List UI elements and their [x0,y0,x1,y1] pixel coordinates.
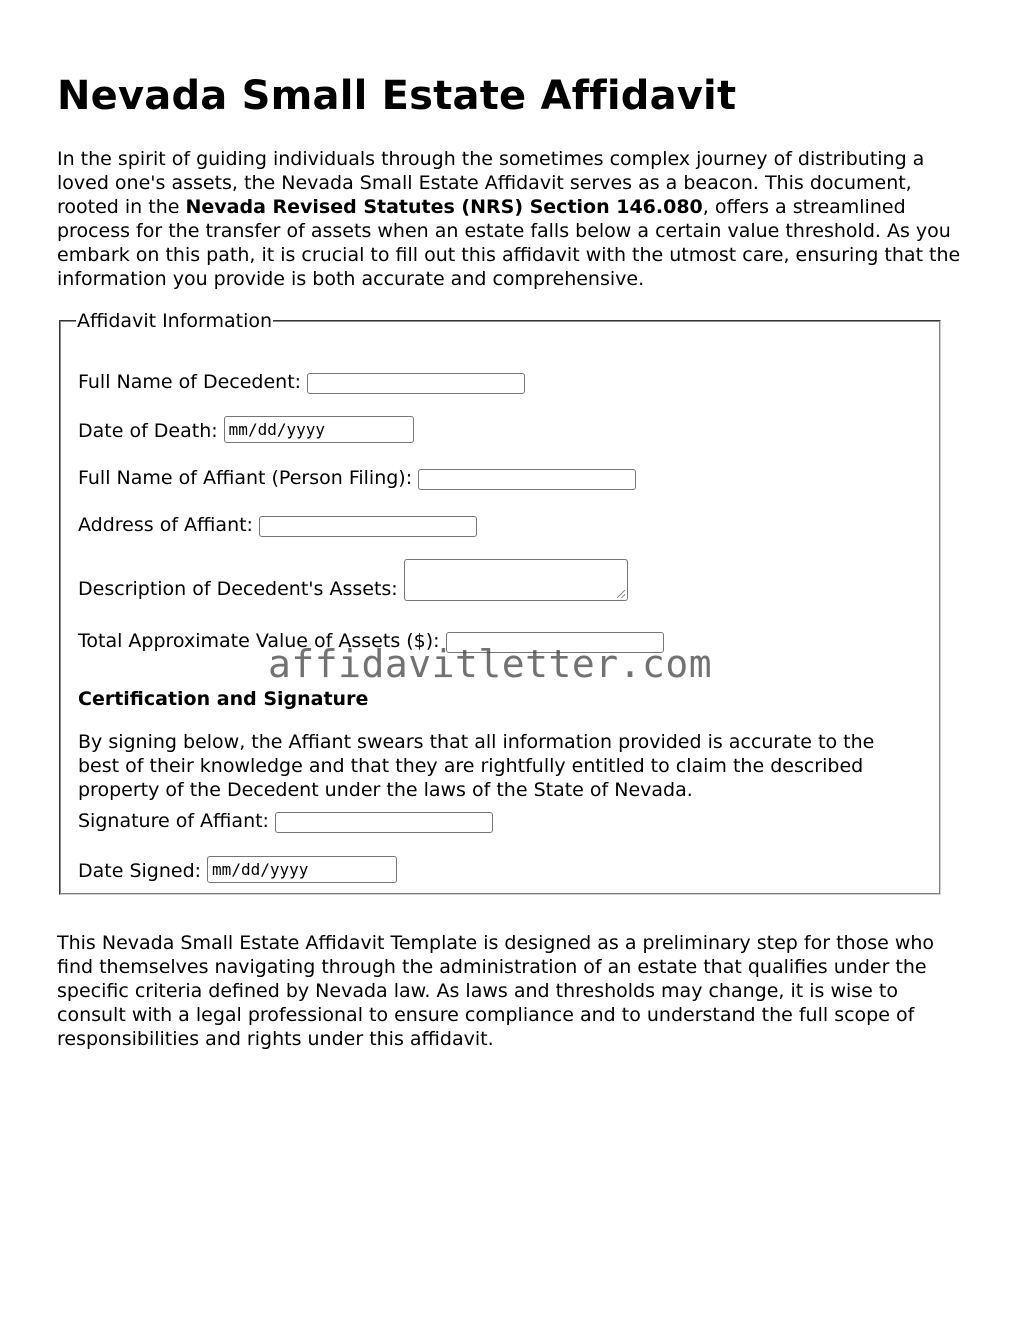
watermark-text: affidavitletter.com [268,642,713,686]
intro-text-end: , offers a streamlined process for the transfer of assets when an estate falls below a certain value threshold. As you embark on this path, it is crucial to fill out this affidavit with the utmost care, ensuring that the information you provide is both accurate and comprehensive. [57,196,961,290]
assets-description-row [78,559,628,601]
date-signed-input[interactable]: mm/dd/yyyy [207,856,397,883]
signature-label: Signature of Affiant: [78,810,269,832]
affiant-name-label: Full Name of Affiant (Person Filing): [78,467,413,489]
assets-description-label: Description of Decedent's Assets: [78,578,398,600]
date-signed-row [78,856,397,883]
decedent-name-input[interactable] [307,373,525,394]
signature-row [78,809,493,833]
intro-text-start: In the spirit of guiding individuals through the sometimes complex journey of distributing a loved one's assets, the Nevada Small Estate Affidavit serves as a beacon. This document, rooted in the [57,148,925,218]
intro-paragraph [57,147,963,291]
resize-grip-icon[interactable] [617,590,625,598]
certification-text: By signing below, the Affiant swears that all information provided is accurate to the best of their knowledge and that they are rightfully entitled to claim the described property of the Decedent under the laws of the State of Nevada. [78,731,875,801]
date-of-death-row [78,416,414,443]
certification-heading: Certification and Signature [78,688,369,710]
date-signed-label: Date Signed: [78,860,202,882]
affiant-name-input[interactable] [418,469,636,490]
date-of-death-label: Date of Death: [78,420,218,442]
page-title: Nevada Small Estate Affidavit [57,73,737,119]
fieldset-legend: Affidavit Information [77,310,273,332]
affidavit-information-fieldset [59,310,941,895]
closing-paragraph: This Nevada Small Estate Affidavit Template is designed as a preliminary step for those who find themselves navigating through the administration of an estate that qualifies under the specific criteria defined by Nevada law. As laws and thresholds may change, it is wise to consult with a legal professional to ensure compliance and to understand the full scope of responsibilities and rights under this affidavit. [57,932,935,1050]
signature-input[interactable] [275,812,493,833]
statute-reference: Nevada Revised Statutes (NRS) Section 146.080 [185,196,703,218]
affiant-address-label: Address of Affiant: [78,514,253,536]
affiant-name-row [78,466,636,490]
affiant-address-row [78,513,477,537]
decedent-name-label: Full Name of Decedent: [78,371,302,393]
affiant-address-input[interactable] [259,516,477,537]
assets-value-label: Total Approximate Value of Assets ($): [78,630,440,652]
decedent-name-row [78,370,525,394]
assets-description-textarea[interactable] [404,559,628,601]
date-of-death-input[interactable]: mm/dd/yyyy [224,416,414,443]
